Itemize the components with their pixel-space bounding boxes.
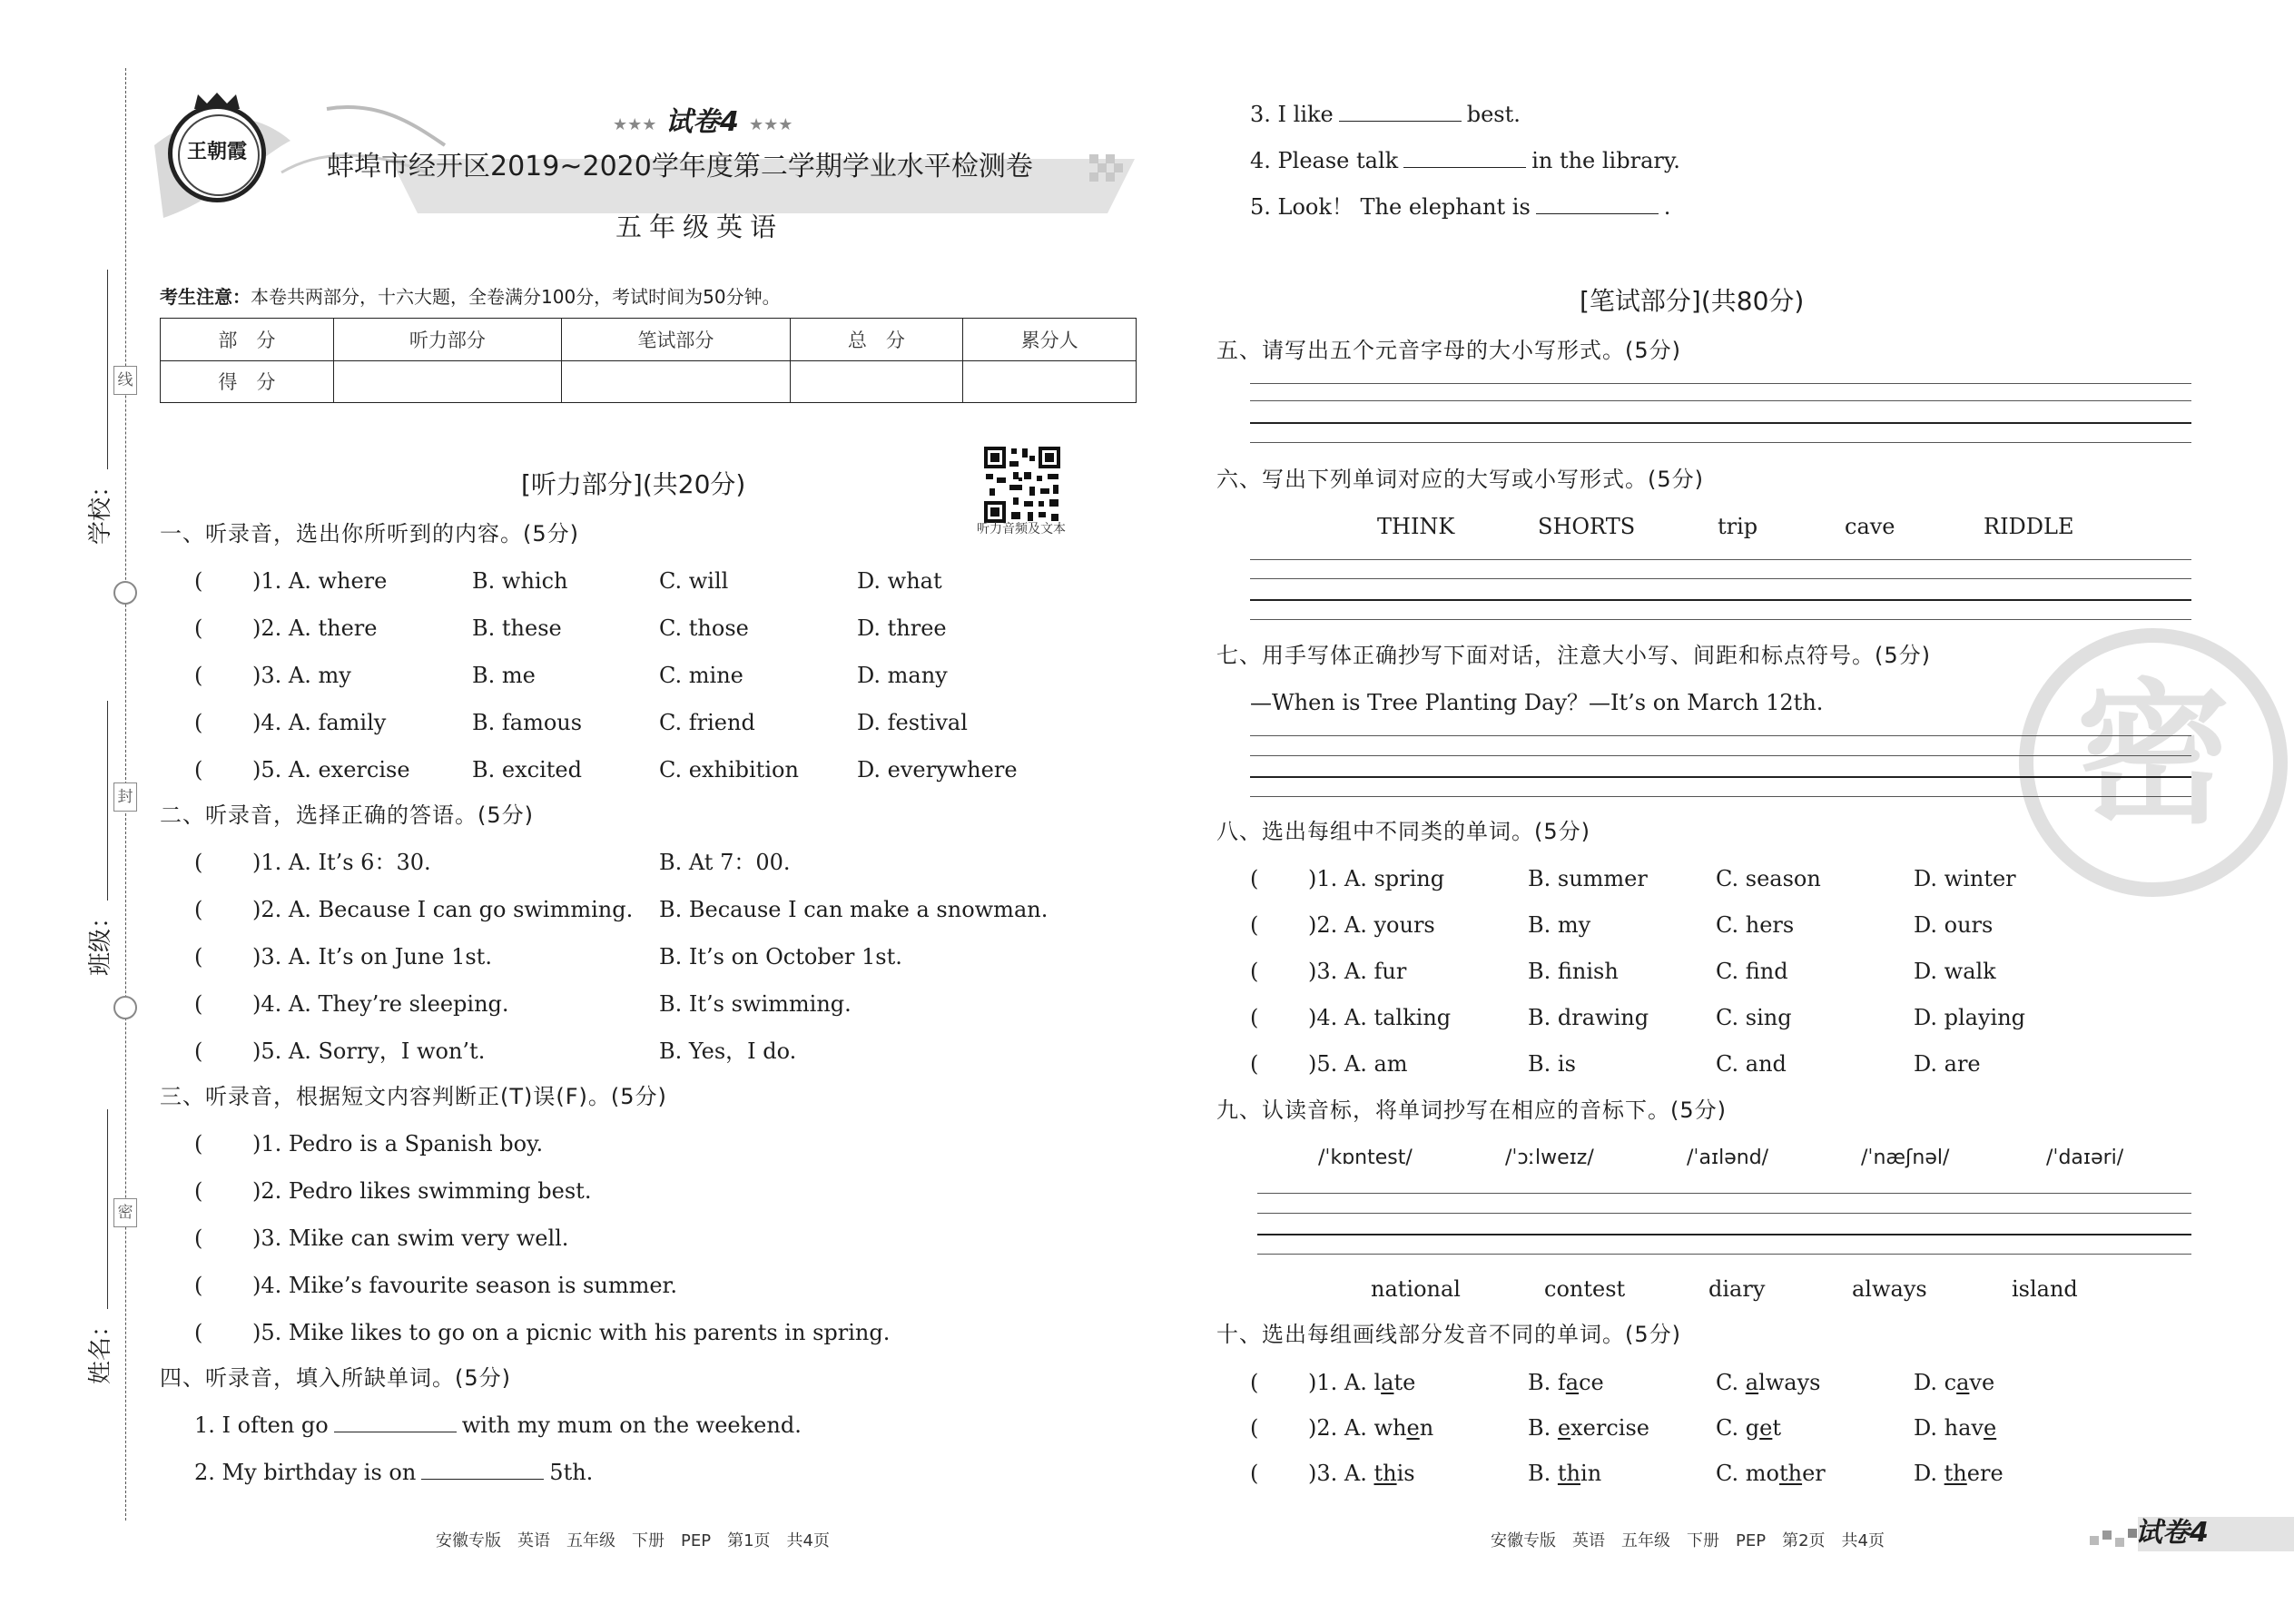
- seal-char-mi: 密: [113, 1198, 137, 1227]
- crown-icon: [192, 91, 241, 111]
- option-d: D. cave: [1914, 1370, 1995, 1395]
- answer-paren[interactable]: (: [1250, 1370, 1259, 1395]
- s4-question-5: [1250, 192, 1670, 221]
- class-field[interactable]: [82, 667, 118, 976]
- option-b: B. thin: [1528, 1461, 1602, 1486]
- notice: [160, 282, 781, 311]
- qr-caption: 听力音频及文本: [977, 522, 1066, 536]
- option-a: )1. A. It’s 6：30.: [252, 850, 431, 875]
- answer-paren[interactable]: (: [194, 710, 203, 735]
- option-c: C. sing: [1716, 1005, 1792, 1030]
- school-field[interactable]: [82, 236, 118, 545]
- score-table-value-row: [161, 360, 1137, 403]
- answer-paren[interactable]: (: [1250, 1005, 1259, 1030]
- s7-title: 七、用手写体正确抄写下面对话，注意大小写、间距和标点符号。(5分): [1216, 643, 1931, 668]
- option-b: B. face: [1528, 1370, 1604, 1395]
- seal-char-line: 线: [113, 366, 137, 395]
- s4-question-1: [194, 1411, 802, 1440]
- s6-word: THINK: [1377, 514, 1455, 539]
- option-a: )2. A. Because I can go swimming.: [252, 897, 634, 922]
- option-a: )1. A. spring: [1308, 866, 1445, 891]
- question-text: 4. Please talk: [1250, 148, 1399, 173]
- phonetic: /ˈdaɪəri/: [2046, 1147, 2124, 1169]
- answer-paren[interactable]: (: [194, 1225, 203, 1251]
- answer-paren[interactable]: (: [194, 757, 203, 782]
- option-b: B. Because I can make a snowman.: [659, 897, 1049, 922]
- score-listening-cell[interactable]: [333, 360, 561, 403]
- option-a: )2. A. there: [252, 615, 378, 641]
- option-c: C. always: [1716, 1370, 1821, 1395]
- statement-text: )5. Mike likes to go on a picnic with his parents in spring.: [252, 1320, 891, 1345]
- score-table: [160, 318, 1137, 403]
- margin-knot-2: [113, 996, 137, 1019]
- option-a: )5. A. exercise: [252, 757, 410, 782]
- class-label: 班级：: [87, 904, 114, 976]
- answer-paren[interactable]: (: [1250, 1415, 1259, 1441]
- score-table-header-row: [161, 319, 1137, 361]
- option-a: )4. A. family: [252, 710, 387, 735]
- answer-blank[interactable]: [1339, 101, 1462, 122]
- option-d: D. have: [1914, 1415, 1997, 1441]
- score-header-cell: 总 分: [790, 319, 963, 361]
- option-d: D. festival: [857, 710, 968, 735]
- question-text: best.: [1466, 102, 1521, 127]
- option-b: B. these: [472, 615, 562, 641]
- answer-paren[interactable]: (: [194, 944, 203, 969]
- score-header-cell: 部 分: [161, 319, 334, 361]
- option-b: B. It’s swimming.: [659, 991, 852, 1017]
- right-footer: 安徽专版 英语 五年级 下册 PEP 第2页 共4页: [1491, 1531, 1885, 1550]
- option-c: C. friend: [659, 710, 755, 735]
- question-text: 5th.: [549, 1460, 594, 1485]
- school-label: 学校：: [87, 473, 114, 545]
- s9-word: national: [1371, 1276, 1461, 1302]
- answer-paren[interactable]: (: [194, 1178, 203, 1204]
- s3-title: 三、听录音，根据短文内容判断正(T)误(F)。(5分): [160, 1084, 667, 1109]
- phonetic: /ˈkɒntest/: [1318, 1147, 1413, 1169]
- option-d: D. winter: [1914, 866, 2016, 891]
- s6-word: RIDDLE: [1984, 514, 2074, 539]
- score-row-label: 得 分: [161, 360, 334, 403]
- exam-subtitle: 五年级英语: [615, 212, 784, 242]
- option-d: D. everywhere: [857, 757, 1018, 782]
- stars-left: ★★★: [613, 115, 657, 134]
- s8-title: 八、选出每组中不同类的单词。(5分): [1216, 819, 1590, 844]
- listening-title: [听力部分](共20分): [521, 469, 746, 499]
- option-b: B. At 7：00.: [659, 850, 791, 875]
- answer-paren[interactable]: (: [1250, 912, 1259, 938]
- option-c: C. and: [1716, 1051, 1787, 1077]
- option-c: C. get: [1716, 1415, 1781, 1441]
- s5-title: 五、请写出五个元音字母的大小写形式。(5分): [1216, 338, 1681, 363]
- score-total-cell[interactable]: [790, 360, 963, 403]
- answer-paren[interactable]: (: [194, 568, 203, 594]
- option-c: C. mine: [659, 663, 743, 688]
- answer-paren[interactable]: (: [194, 991, 203, 1017]
- option-d: D. ours: [1914, 912, 1994, 938]
- option-c: C. will: [659, 568, 729, 594]
- option-c: C. find: [1716, 959, 1788, 984]
- option-d: D. what: [857, 568, 942, 594]
- score-header-cell: 累分人: [963, 319, 1137, 361]
- option-c: C. hers: [1716, 912, 1795, 938]
- qr-code-icon[interactable]: [982, 445, 1062, 525]
- option-a: )2. A. yours: [1308, 912, 1435, 938]
- option-a: )5. A. am: [1308, 1051, 1408, 1077]
- seal-stamp-icon: [2017, 626, 2289, 899]
- option-b: B. It’s on October 1st.: [659, 944, 902, 969]
- notice-label: 考生注意：: [160, 286, 251, 308]
- margin-knot-1: [113, 581, 137, 605]
- option-d: D. playing: [1914, 1005, 2026, 1030]
- statement-text: )3. Mike can swim very well.: [252, 1225, 569, 1251]
- option-d: D. are: [1914, 1051, 1981, 1077]
- s9-word: always: [1852, 1276, 1927, 1302]
- left-footer: 安徽专版 英语 五年级 下册 PEP 第1页 共4页: [436, 1531, 830, 1550]
- s1-title: 一、听录音，选出你所听到的内容。(5分): [160, 521, 579, 546]
- answer-blank[interactable]: [1536, 193, 1659, 214]
- option-c: C. season: [1716, 866, 1821, 891]
- option-a: )3. A. my: [252, 663, 351, 688]
- s9-word: diary: [1708, 1276, 1766, 1302]
- option-a: )1. A. where: [252, 568, 388, 594]
- corner-page-label: 试卷4: [2135, 1517, 2209, 1549]
- option-b: B. my: [1528, 912, 1591, 938]
- notice-text: 本卷共两部分，十六大题，全卷满分100分，考试时间为50分钟。: [251, 286, 781, 308]
- s4-question-4: [1250, 146, 1680, 175]
- score-grader-cell[interactable]: [963, 360, 1137, 403]
- answer-paren[interactable]: (: [1250, 1461, 1259, 1486]
- option-b: B. exercise: [1528, 1415, 1649, 1441]
- stars-right: ★★★: [749, 115, 793, 134]
- answer-blank[interactable]: [1403, 147, 1526, 168]
- score-header-cell: 听力部分: [333, 319, 561, 361]
- answer-paren[interactable]: (: [194, 615, 203, 641]
- option-c: C. those: [659, 615, 749, 641]
- answer-paren[interactable]: (: [194, 1273, 203, 1298]
- option-a: )4. A. talking: [1308, 1005, 1452, 1030]
- question-text: with my mum on the weekend.: [461, 1412, 802, 1438]
- question-text: in the library.: [1531, 148, 1680, 173]
- answer-paren[interactable]: (: [194, 897, 203, 922]
- option-b: B. drawing: [1528, 1005, 1649, 1030]
- question-text: 2. My birthday is on: [194, 1460, 417, 1485]
- answer-paren[interactable]: (: [1250, 1051, 1259, 1077]
- score-header-cell: 笔试部分: [562, 319, 790, 361]
- stamp-char: 密: [2075, 665, 2231, 845]
- score-written-cell[interactable]: [562, 360, 790, 403]
- option-d: D. walk: [1914, 959, 1996, 984]
- phonetic: /ˈaɪlənd/: [1687, 1147, 1769, 1169]
- s6-title: 六、写出下列单词对应的大写或小写形式。(5分): [1216, 467, 1704, 492]
- brand-logo: [168, 104, 266, 202]
- phonetic: /ˈnæʃnəl/: [1861, 1147, 1950, 1169]
- option-b: B. finish: [1528, 959, 1619, 984]
- answer-paren[interactable]: (: [1250, 866, 1259, 891]
- option-a: )3. A. this: [1308, 1461, 1415, 1486]
- option-a: )2. A. when: [1308, 1415, 1434, 1441]
- option-d: D. three: [857, 615, 947, 641]
- answer-paren[interactable]: (: [194, 1131, 203, 1156]
- exam-title: 蚌埠市经开区2019~2020学年度第二学期学业水平检测卷: [327, 151, 1033, 182]
- option-b: B. me: [472, 663, 536, 688]
- s6-word: cave: [1845, 514, 1895, 539]
- s4-title: 四、听录音，填入所缺单词。(5分): [160, 1365, 511, 1391]
- paper-label: 试卷4: [665, 106, 739, 138]
- s9-word: island: [2012, 1276, 2078, 1302]
- s9-title: 九、认读音标，将单词抄写在相应的音标下。(5分): [1216, 1097, 1727, 1123]
- statement-text: )1. Pedro is a Spanish boy.: [252, 1131, 544, 1156]
- option-b: B. summer: [1528, 866, 1648, 891]
- question-text: 1. I often go: [194, 1412, 329, 1438]
- option-b: B. which: [472, 568, 568, 594]
- option-a: )5. A. Sorry，I won’t.: [252, 1038, 486, 1064]
- s7-dialogue: —When is Tree Planting Day？—It’s on March 12th.: [1250, 690, 1824, 715]
- option-a: )4. A. They’re sleeping.: [252, 991, 509, 1017]
- answer-paren[interactable]: (: [194, 663, 203, 688]
- option-a: )3. A. fur: [1308, 959, 1407, 984]
- phonetic: /ˈɔːlweɪz/: [1505, 1147, 1594, 1169]
- logo-text: 王朝霞: [186, 140, 247, 163]
- option-d: D. many: [857, 663, 948, 688]
- seal-char-seal: 封: [113, 782, 137, 812]
- written-title: [笔试部分](共80分): [1580, 286, 1805, 316]
- option-b: B. excited: [472, 757, 582, 782]
- s6-word: trip: [1718, 514, 1758, 539]
- s2-title: 二、听录音，选择正确的答语。(5分): [160, 802, 534, 828]
- answer-paren[interactable]: (: [194, 1038, 203, 1064]
- statement-text: )4. Mike’s favourite season is summer.: [252, 1273, 677, 1298]
- option-c: C. mother: [1716, 1461, 1826, 1486]
- statement-text: )2. Pedro likes swimming best.: [252, 1178, 592, 1204]
- question-text: 5. Look！ The elephant is: [1250, 194, 1531, 220]
- s4-question-2: [194, 1458, 593, 1487]
- corner-pattern-icon: [2088, 1525, 2142, 1549]
- option-c: C. exhibition: [659, 757, 799, 782]
- option-a: )3. A. It’s on June 1st.: [252, 944, 492, 969]
- option-a: )1. A. late: [1308, 1370, 1416, 1395]
- s6-word: SHORTS: [1538, 514, 1636, 539]
- option-b: B. Yes，I do.: [659, 1038, 797, 1064]
- s9-word: contest: [1544, 1276, 1626, 1302]
- answer-blank[interactable]: [421, 1459, 544, 1480]
- s10-title: 十、选出每组画线部分发音不同的单词。(5分): [1216, 1322, 1681, 1347]
- option-b: B. is: [1528, 1051, 1576, 1077]
- question-text: 3. I like: [1250, 102, 1334, 127]
- option-b: B. famous: [472, 710, 583, 735]
- name-label: 姓名：: [87, 1313, 114, 1384]
- question-text: .: [1663, 194, 1671, 220]
- answer-paren[interactable]: (: [194, 1320, 203, 1345]
- answer-paren[interactable]: (: [194, 850, 203, 875]
- name-field[interactable]: [82, 1076, 118, 1384]
- option-d: D. there: [1914, 1461, 2004, 1486]
- s4-question-3: [1250, 100, 1521, 129]
- answer-blank[interactable]: [334, 1412, 457, 1432]
- answer-paren[interactable]: (: [1250, 959, 1259, 984]
